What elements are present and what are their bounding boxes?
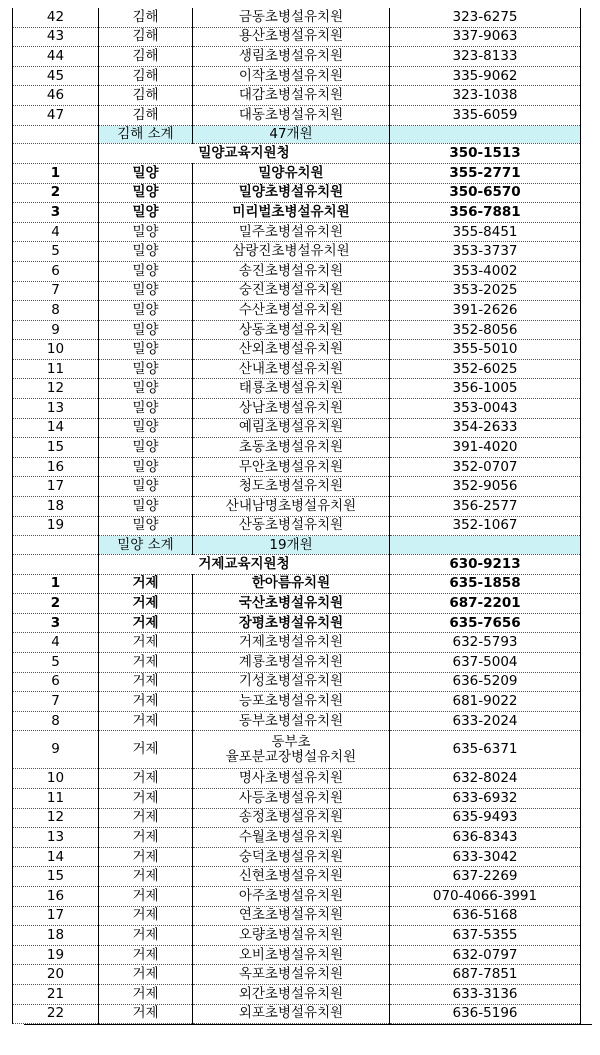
row-region: 거제 — [99, 847, 193, 867]
row-number: 17 — [13, 906, 99, 926]
table-row — [13, 788, 581, 808]
row-number: 45 — [13, 66, 99, 86]
table-row — [13, 340, 581, 360]
row-kindergarten-name: 숭덕초병설유치원 — [193, 847, 390, 867]
row-number: 4 — [13, 633, 99, 653]
table-row — [13, 769, 581, 789]
table-row — [13, 731, 581, 769]
row-number: 5 — [13, 242, 99, 262]
table-row — [13, 594, 581, 614]
row-phone: 681-9022 — [390, 692, 581, 712]
table-row — [13, 497, 581, 517]
row-number: 10 — [13, 769, 99, 789]
row-number: 12 — [13, 808, 99, 828]
row-phone: 356-2577 — [390, 497, 581, 517]
row-region: 밀양 — [99, 261, 193, 281]
row-number: 47 — [13, 105, 99, 125]
table-row — [13, 477, 581, 497]
table-row — [13, 965, 581, 985]
row-kindergarten-name: 밀양유치원 — [193, 163, 390, 183]
row-region: 거제 — [99, 808, 193, 828]
row-number: 12 — [13, 379, 99, 399]
table-row — [13, 163, 581, 183]
row-region: 거제 — [99, 574, 193, 594]
row-kindergarten-name: 외포초병설유치원 — [193, 1004, 390, 1024]
row-region: 밀양 — [99, 222, 193, 242]
row-region: 밀양 — [99, 301, 193, 321]
row-phone: 635-1858 — [390, 574, 581, 594]
table-row — [13, 847, 581, 867]
row-kindergarten-name: 상동초병설유치원 — [193, 320, 390, 340]
kindergarten-table-body — [13, 8, 581, 1024]
row-kindergarten-name: 기성초병설유치원 — [193, 672, 390, 692]
row-kindergarten-name: 금동초병설유치원 — [193, 8, 390, 27]
row-kindergarten-name: 송정초병설유치원 — [193, 808, 390, 828]
row-kindergarten-name: 능포초병설유치원 — [193, 692, 390, 712]
row-number: 22 — [13, 1004, 99, 1024]
row-region: 밀양 — [99, 163, 193, 183]
row-number: 11 — [13, 788, 99, 808]
row-number: 19 — [13, 516, 99, 536]
row-region: 거제 — [99, 692, 193, 712]
row-number: 44 — [13, 47, 99, 67]
table-row — [13, 320, 581, 340]
table-row — [13, 222, 581, 242]
row-number: 46 — [13, 86, 99, 106]
table-row — [13, 183, 581, 203]
row-number: 9 — [13, 731, 99, 769]
row-phone: 356-1005 — [390, 379, 581, 399]
row-phone: 632-0797 — [390, 945, 581, 965]
row-region: 밀양 — [99, 516, 193, 536]
row-region: 거제 — [99, 711, 193, 731]
row-phone: 632-5793 — [390, 633, 581, 653]
table-row — [13, 281, 581, 301]
row-region: 거제 — [99, 1004, 193, 1024]
row-phone: 632-8024 — [390, 769, 581, 789]
office-phone: 630-9213 — [390, 555, 581, 575]
kindergarten-directory-sheet — [12, 8, 580, 1024]
row-phone: 356-7881 — [390, 203, 581, 223]
row-kindergarten-name: 계룡초병설유치원 — [193, 653, 390, 673]
table-row — [13, 66, 581, 86]
subtotal-count: 47개원 — [193, 125, 390, 144]
table-row — [13, 886, 581, 906]
row-phone: 636-5168 — [390, 906, 581, 926]
subtotal-empty-cell — [13, 125, 99, 144]
table-row — [13, 613, 581, 633]
row-region: 거제 — [99, 945, 193, 965]
row-kindergarten-name: 밀양초병설유치원 — [193, 183, 390, 203]
table-row — [13, 926, 581, 946]
row-region: 거제 — [99, 828, 193, 848]
table-row — [13, 984, 581, 1004]
row-kindergarten-name: 용산초병설유치원 — [193, 27, 390, 47]
row-region: 밀양 — [99, 203, 193, 223]
row-phone: 323-1038 — [390, 86, 581, 106]
subtotal-count: 19개원 — [193, 536, 390, 555]
row-region: 밀양 — [99, 320, 193, 340]
row-kindergarten-name: 생림초병설유치원 — [193, 47, 390, 67]
table-row — [13, 203, 581, 223]
row-kindergarten-name: 청도초병설유치원 — [193, 477, 390, 497]
row-number: 3 — [13, 203, 99, 223]
subtotal-row — [13, 125, 581, 144]
row-region: 거제 — [99, 594, 193, 614]
row-phone: 352-8056 — [390, 320, 581, 340]
table-row — [13, 711, 581, 731]
row-region: 김해 — [99, 27, 193, 47]
row-region: 김해 — [99, 8, 193, 27]
table-row — [13, 86, 581, 106]
row-number: 1 — [13, 163, 99, 183]
row-number: 2 — [13, 183, 99, 203]
subtotal-empty-cell — [13, 536, 99, 555]
row-kindergarten-name: 아주초병설유치원 — [193, 886, 390, 906]
row-region: 거제 — [99, 788, 193, 808]
table-row — [13, 242, 581, 262]
office-name: 밀양교육지원청 — [99, 144, 390, 164]
row-phone: 635-9493 — [390, 808, 581, 828]
row-region: 김해 — [99, 47, 193, 67]
row-region: 거제 — [99, 984, 193, 1004]
row-region: 밀양 — [99, 359, 193, 379]
row-number: 10 — [13, 340, 99, 360]
table-row — [13, 633, 581, 653]
table-row — [13, 692, 581, 712]
row-region: 밀양 — [99, 183, 193, 203]
subtotal-empty-cell — [390, 536, 581, 555]
row-phone: 635-6371 — [390, 731, 581, 769]
row-number: 11 — [13, 359, 99, 379]
row-phone: 337-9063 — [390, 27, 581, 47]
row-region: 거제 — [99, 867, 193, 887]
row-number: 7 — [13, 281, 99, 301]
row-number: 17 — [13, 477, 99, 497]
row-kindergarten-name: 대동초병설유치원 — [193, 105, 390, 125]
row-kindergarten-name: 수산초병설유치원 — [193, 301, 390, 321]
row-region: 거제 — [99, 731, 193, 769]
subtotal-empty-cell — [390, 125, 581, 144]
office-header-row — [13, 555, 581, 575]
row-kindergarten-name: 신현초병설유치원 — [193, 867, 390, 887]
row-kindergarten-name: 밀주초병설유치원 — [193, 222, 390, 242]
row-kindergarten-name: 미리벌초병설유치원 — [193, 203, 390, 223]
row-number: 9 — [13, 320, 99, 340]
row-phone: 335-9062 — [390, 66, 581, 86]
row-region: 거제 — [99, 613, 193, 633]
row-region: 거제 — [99, 653, 193, 673]
row-region: 김해 — [99, 86, 193, 106]
row-number: 8 — [13, 301, 99, 321]
table-row — [13, 261, 581, 281]
row-phone: 633-3042 — [390, 847, 581, 867]
table-row — [13, 808, 581, 828]
row-region: 밀양 — [99, 281, 193, 301]
row-number: 14 — [13, 847, 99, 867]
row-region: 밀양 — [99, 418, 193, 438]
table-row — [13, 27, 581, 47]
table-row — [13, 516, 581, 536]
row-phone: 637-5004 — [390, 653, 581, 673]
row-phone: 070-4066-3991 — [390, 886, 581, 906]
row-phone: 353-4002 — [390, 261, 581, 281]
office-empty-cell — [13, 144, 99, 164]
row-region: 거제 — [99, 965, 193, 985]
row-phone: 352-6025 — [390, 359, 581, 379]
row-number: 14 — [13, 418, 99, 438]
row-number: 42 — [13, 8, 99, 27]
row-region: 김해 — [99, 105, 193, 125]
row-phone: 355-8451 — [390, 222, 581, 242]
table-row — [13, 438, 581, 458]
row-kindergarten-name: 장평초병설유치원 — [193, 613, 390, 633]
row-kindergarten-name — [193, 731, 390, 769]
row-region: 밀양 — [99, 457, 193, 477]
table-row — [13, 906, 581, 926]
row-number: 13 — [13, 399, 99, 419]
row-phone: 352-1067 — [390, 516, 581, 536]
row-kindergarten-name: 국산초병설유치원 — [193, 594, 390, 614]
row-number: 2 — [13, 594, 99, 614]
table-row — [13, 867, 581, 887]
row-kindergarten-name: 옥포초병설유치원 — [193, 965, 390, 985]
row-phone: 354-2633 — [390, 418, 581, 438]
row-number: 18 — [13, 497, 99, 517]
subtotal-row — [13, 536, 581, 555]
row-number: 15 — [13, 438, 99, 458]
subtotal-label: 김해 소계 — [99, 125, 193, 144]
table-row — [13, 47, 581, 67]
row-kindergarten-name: 예림초병설유치원 — [193, 418, 390, 438]
row-region: 밀양 — [99, 379, 193, 399]
row-phone: 636-5209 — [390, 672, 581, 692]
row-phone: 633-6932 — [390, 788, 581, 808]
row-kindergarten-name-line2: 율포분교장병설유치원 — [225, 748, 357, 765]
row-kindergarten-name: 대감초병설유치원 — [193, 86, 390, 106]
row-kindergarten-name: 무안초병설유치원 — [193, 457, 390, 477]
row-kindergarten-name: 오량초병설유치원 — [193, 926, 390, 946]
table-row — [13, 1004, 581, 1024]
office-phone: 350-1513 — [390, 144, 581, 164]
row-phone: 323-6275 — [390, 8, 581, 27]
row-kindergarten-name: 사등초병설유치원 — [193, 788, 390, 808]
row-region: 거제 — [99, 769, 193, 789]
table-row — [13, 8, 581, 27]
row-phone: 323-8133 — [390, 47, 581, 67]
table-row — [13, 828, 581, 848]
row-number: 8 — [13, 711, 99, 731]
row-region: 밀양 — [99, 438, 193, 458]
row-region: 거제 — [99, 633, 193, 653]
row-phone: 687-7851 — [390, 965, 581, 985]
row-kindergarten-name: 동부초병설유치원 — [193, 711, 390, 731]
row-region: 밀양 — [99, 399, 193, 419]
row-phone: 637-5355 — [390, 926, 581, 946]
row-phone: 355-5010 — [390, 340, 581, 360]
row-phone: 636-8343 — [390, 828, 581, 848]
row-kindergarten-name: 수월초병설유치원 — [193, 828, 390, 848]
row-region: 거제 — [99, 886, 193, 906]
row-number: 19 — [13, 945, 99, 965]
row-phone: 636-5196 — [390, 1004, 581, 1024]
row-region: 거제 — [99, 926, 193, 946]
row-region: 김해 — [99, 66, 193, 86]
row-number: 5 — [13, 653, 99, 673]
row-kindergarten-name: 산내초병설유치원 — [193, 359, 390, 379]
table-row — [13, 301, 581, 321]
row-phone: 353-2025 — [390, 281, 581, 301]
office-empty-cell — [13, 555, 99, 575]
row-number: 6 — [13, 672, 99, 692]
row-kindergarten-name-line1: 동부초 — [271, 733, 311, 750]
row-region: 밀양 — [99, 340, 193, 360]
table-row — [13, 457, 581, 477]
row-number: 43 — [13, 27, 99, 47]
row-region: 밀양 — [99, 497, 193, 517]
row-kindergarten-name: 산외초병설유치원 — [193, 340, 390, 360]
subtotal-label: 밀양 소계 — [99, 536, 193, 555]
table-row — [13, 574, 581, 594]
row-kindergarten-name: 삼랑진초병설유치원 — [193, 242, 390, 262]
kindergarten-table — [12, 8, 581, 1024]
row-kindergarten-name: 한아름유치원 — [193, 574, 390, 594]
table-row — [13, 399, 581, 419]
row-number: 4 — [13, 222, 99, 242]
row-number: 6 — [13, 261, 99, 281]
row-kindergarten-name: 산동초병설유치원 — [193, 516, 390, 536]
row-phone: 350-6570 — [390, 183, 581, 203]
row-number: 18 — [13, 926, 99, 946]
row-number: 21 — [13, 984, 99, 1004]
row-number: 7 — [13, 692, 99, 712]
row-kindergarten-name: 초동초병설유치원 — [193, 438, 390, 458]
office-header-row — [13, 144, 581, 164]
row-phone: 335-6059 — [390, 105, 581, 125]
row-kindergarten-name: 이작초병설유치원 — [193, 66, 390, 86]
table-row — [13, 359, 581, 379]
row-number: 20 — [13, 965, 99, 985]
row-kindergarten-name: 연초초병설유치원 — [193, 906, 390, 926]
row-phone: 355-2771 — [390, 163, 581, 183]
table-row — [13, 379, 581, 399]
row-kindergarten-name: 오비초병설유치원 — [193, 945, 390, 965]
row-phone: 635-7656 — [390, 613, 581, 633]
row-region: 밀양 — [99, 242, 193, 262]
table-bottom-border — [24, 1024, 592, 1025]
row-kindergarten-name: 외간초병설유치원 — [193, 984, 390, 1004]
row-phone: 391-4020 — [390, 438, 581, 458]
row-region: 거제 — [99, 672, 193, 692]
row-number: 16 — [13, 457, 99, 477]
row-number: 13 — [13, 828, 99, 848]
row-kindergarten-name: 명사초병설유치원 — [193, 769, 390, 789]
table-row — [13, 945, 581, 965]
row-phone: 353-0043 — [390, 399, 581, 419]
table-row — [13, 672, 581, 692]
row-kindergarten-name: 송진초병설유치원 — [193, 261, 390, 281]
row-phone: 391-2626 — [390, 301, 581, 321]
row-phone: 352-9056 — [390, 477, 581, 497]
row-number: 3 — [13, 613, 99, 633]
row-phone: 352-0707 — [390, 457, 581, 477]
row-number: 1 — [13, 574, 99, 594]
row-kindergarten-name: 산내남명초병설유치원 — [193, 497, 390, 517]
row-kindergarten-name: 태룡초병설유치원 — [193, 379, 390, 399]
row-phone: 687-2201 — [390, 594, 581, 614]
table-row — [13, 418, 581, 438]
table-row — [13, 653, 581, 673]
row-number: 16 — [13, 886, 99, 906]
row-phone: 637-2269 — [390, 867, 581, 887]
row-number: 15 — [13, 867, 99, 887]
office-name: 거제교육지원청 — [99, 555, 390, 575]
row-region: 밀양 — [99, 477, 193, 497]
row-phone: 353-3737 — [390, 242, 581, 262]
row-phone: 633-3136 — [390, 984, 581, 1004]
row-region: 거제 — [99, 906, 193, 926]
row-kindergarten-name: 상남초병설유치원 — [193, 399, 390, 419]
row-kindergarten-name: 숭진초병설유치원 — [193, 281, 390, 301]
row-kindergarten-name: 거제초병설유치원 — [193, 633, 390, 653]
table-row — [13, 105, 581, 125]
row-phone: 633-2024 — [390, 711, 581, 731]
